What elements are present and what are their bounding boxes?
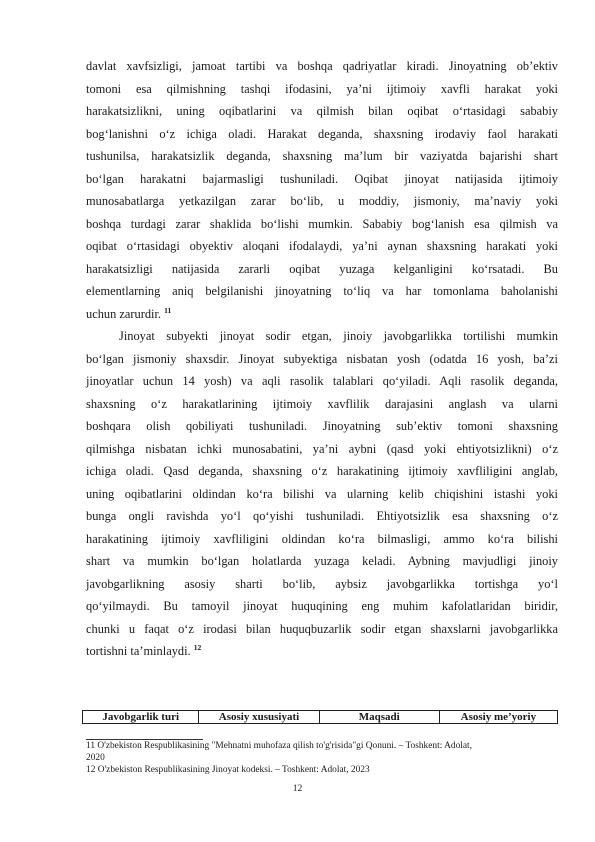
text-line-content: jinoyatlar uchun 14 yosh) va aqli rasolik talablari qo‘yiladi. Aqli rasolik deganda, — [86, 374, 558, 388]
text-line-content: chunki u faqat o‘z irodasi bilan huquqbuzarlik sodir etgan shaxslarni javobgarlikka — [86, 621, 558, 636]
text-line — [86, 393, 558, 416]
footnotes — [86, 740, 556, 776]
text-line — [86, 415, 558, 438]
text-line — [86, 325, 558, 348]
text-line — [86, 505, 558, 528]
text-line — [86, 168, 558, 191]
text-line-content: elementlarning aniq belgilanishi jinoyatning to‘liq va har tomonlama baholanishi — [86, 284, 558, 298]
text-line-content: bo‘lgan jismoniy shaxsdir. Jinoyat subyektiga nisbatan yosh (odatda 16 yosh, ba’zi — [86, 351, 558, 366]
text-line-content: qo‘yilmaydi. Bu tamoyil jinoyat huquqining eng muhim kafolatlaridan biridir, — [86, 599, 558, 613]
text-line-content: uchun zarurdir. — [86, 306, 162, 321]
text-line — [86, 370, 558, 393]
text-line — [86, 528, 558, 551]
text-line — [86, 55, 558, 78]
table-header-cell: Javobgarlik turi — [83, 711, 199, 724]
footnote-reference[interactable]: 12 — [193, 642, 202, 652]
text-line — [86, 438, 558, 461]
text-line-content: boshqa turdagi zarar shaklida bo‘lishi mumkin. Sababiy bog‘lanish esa qilmish va — [86, 216, 558, 231]
table-header-cell: Maqsadi — [319, 711, 439, 724]
text-line-content: bog‘lanishni o‘z ichiga oladi. Harakat deganda, shaxsning irodaviy faol harakati — [86, 126, 558, 141]
responsibility-table — [82, 710, 558, 724]
footnote-12: 12 O'zbekiston Respublikasining Jinoyat kodeksi. – Toshkent: Adolat, 2023 — [86, 765, 370, 775]
text-line-content: boshqara olish qobiliyati tushuniladi. Jinoyatning sub’ektiv tomoni shaxsning — [86, 419, 558, 433]
text-line-content: bunga ongli ravishda yo‘l qo‘yishi tushuniladi. Ehtiyotsizlik esa shaxsning o‘z — [86, 509, 558, 523]
text-line — [86, 348, 558, 371]
text-line-content: Jinoyat subyekti jinoyat sodir etgan, jinoiy javobgarlikka tortilishi mumkin — [119, 329, 558, 343]
text-line — [86, 303, 558, 326]
text-line-content: harakatining ijtimoiy xavfliligini oldindan ko‘ra bilmasligi, ammo ko‘ra bilishi — [86, 531, 558, 546]
text-line-content: qilmishga nisbatan ichki munosabatini, ya’ni aybni (qasd yoki ehtiyotsizlikni) o‘z — [86, 441, 558, 456]
text-line-content: tushunilsa, harakatsizlik deganda, shaxsning ma’lum bir vaziyatda bajarishi shart — [86, 149, 558, 163]
text-line — [86, 78, 558, 101]
text-line-content: uning oqibatlarini oldindan ko‘ra bilishi va ularning kelib chiqishini istashi yoki — [86, 486, 558, 501]
text-line-content: harakatsizlikni, uning oqibatlarini va qilmish bilan oqibat o‘rtasidagi sababiy — [86, 104, 558, 118]
text-line — [86, 460, 558, 483]
text-line — [86, 640, 558, 663]
text-line — [86, 145, 558, 168]
text-line — [86, 595, 558, 618]
text-line-content: munosabatlarga yetkazilgan zarar bo‘lib, u moddiy, jismoniy, ma’naviy yoki — [86, 194, 558, 208]
text-line — [86, 573, 558, 596]
text-line-content: shart va mumkin bo‘lgan holatlarda yuzaga keladi. Aybning mavjudligi jinoiy — [86, 554, 558, 568]
table-header-cell: Asosiy xususiyati — [199, 711, 319, 724]
text-line — [86, 483, 558, 506]
footnote-11: 11 O'zbekiston Respublikasining "Mehnatni muhofaza qilish to'g'risida"gi Qonuni. – Toshkent: Adolat, — [86, 741, 472, 751]
table-header-row — [83, 711, 558, 724]
text-line — [86, 123, 558, 146]
text-line-content: bo‘lgan harakatni bajarmasligi tushuniladi. Oqibat jinoyat natijasida ijtimoiy — [86, 171, 558, 186]
footnote-reference[interactable]: 11 — [164, 305, 172, 315]
text-line — [86, 550, 558, 573]
text-line-content: tortishni ta’minlaydi. — [86, 644, 191, 658]
text-line-content: shaxsning o‘z harakatlarining ijtimoiy xavflilik darajasini anglash va ularni — [86, 396, 558, 411]
page-number: 12 — [292, 783, 303, 794]
text-line — [86, 100, 558, 123]
text-line-content: javobgarlikning asosiy sharti bo‘lib, aybsiz javobgarlikka tortishga yo‘l — [86, 576, 558, 591]
text-line — [86, 618, 558, 641]
text-line-content: harakatsizligi natijasida zararli oqibat yuzaga kelganligini ko‘rsatadi. Bu — [86, 261, 558, 276]
text-line-content: ichiga oladi. Qasd deganda, shaxsning o‘z harakatining ijtimoiy xavfliligini anglab, — [86, 464, 558, 478]
table-header-cell: Asosiy me’yoriy — [439, 711, 557, 724]
text-line — [86, 258, 558, 281]
text-line — [86, 213, 558, 236]
footnote-11-continued: 2020 — [86, 753, 105, 763]
body-text — [86, 55, 558, 663]
text-line-content: tomoni esa qilmishning tashqi ifodasini, ya’ni ijtimoiy xavfli harakat yoki — [86, 81, 558, 96]
text-line-content: oqibat o‘rtasidagi obyektiv aloqani ifodalaydi, ya’ni aynan shaxsning harakati yoki — [86, 239, 558, 253]
text-line — [86, 280, 558, 303]
text-line — [86, 235, 558, 258]
text-line — [86, 190, 558, 213]
text-line-content: davlat xavfsizligi, jamoat tartibi va boshqa qadriyatlar kiradi. Jinoyatning ob’ektiv — [86, 59, 558, 73]
